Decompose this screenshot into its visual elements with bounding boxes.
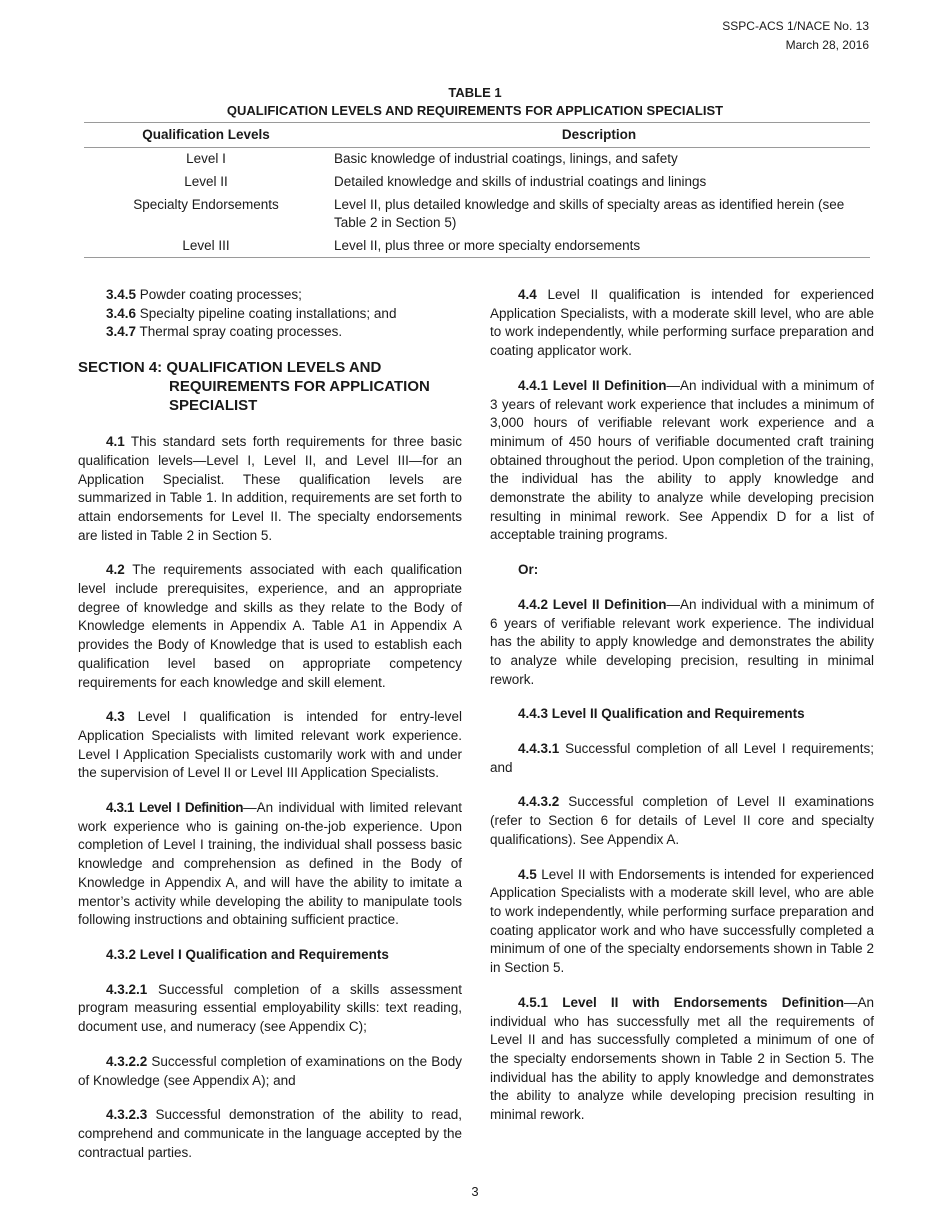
running-header	[722, 17, 869, 55]
qualification-table	[84, 122, 870, 258]
section-heading: SECTION 4: QUALIFICATION LEVELS AND REQUIREMENTS FOR APPLICATION SPECIALIST	[78, 359, 430, 415]
table-title	[0, 84, 950, 120]
list-item: 3.4.6 Specialty pipeline coating installations; and	[106, 305, 397, 321]
paragraph-4-2: 4.2 The requirements associated with each qualification level include prerequisites, experience, and an appropriate degree of knowledge and skills as they relate to the Body of Knowledge elements in Appendix A. Table A1 in Appendix A provides the Body of Knowledge that is used to establish each qualification level based on appropriate competency requirements for each knowledge and skill element.	[78, 562, 462, 690]
level-cell: Specialty Endorsements	[133, 197, 279, 212]
column-header-levels: Qualification Levels	[84, 123, 328, 148]
subclause-list	[78, 286, 462, 342]
paragraph-4-3-1: 4.3.1 Level I Definition—An individual with limited relevant work experience who is gaining on-the-job experience. Upon completion of Level I training, the individual shall possess basic knowledge and comprehension as defined in the Body of Knowledge in Appendix A, and will have the ability to imitate a mentor’s activity while developing the ability to manipulate tools following instructions and obtaining sufficient practice.	[78, 800, 462, 928]
paragraph-4-4-2: 4.4.2 Level II Definition—An individual with a minimum of 6 years of verifiable relevant work experience. The individual has the ability to apply knowledge and demonstrates the ability to analyze while developing precision, resulting in minimal rework.	[490, 596, 874, 687]
paragraph-4-4: 4.4 Level II qualification is intended for experienced Application Specialists, with a moderate skill level, who are able to work independently, while performing surface preparation and coating applicator work.	[490, 287, 874, 359]
paragraph-4-5-1: 4.5.1 Level II with Endorsements Definition—An individual who has successfully met all the requirements of Level II and has successfully completed a minimum of one of the specialty endorsements shown in Table 2 in Section 5. The individual has the ability to apply knowledge and demonstrates the ability to analyze while developing precision resulting in minimal rework.	[490, 994, 874, 1123]
table-row	[84, 194, 870, 235]
description-cell: Detailed knowledge and skills of industrial coatings and linings	[334, 174, 707, 189]
list-item: 3.4.5 Powder coating processes;	[106, 287, 302, 302]
document-date: March 28, 2016	[785, 38, 869, 52]
list-item: 3.4.7 Thermal spray coating processes.	[106, 324, 343, 340]
level-cell: Level II	[184, 174, 228, 189]
or-label: Or:	[518, 562, 539, 578]
level-cell: Level III	[84, 235, 328, 258]
paragraph-4-4-1: 4.4.1 Level II Definition—An individual with a minimum of 3 years of relevant work experience that includes a minimum of 3,000 hours of verifiable relevant work experience and a minimum of 450 hours of verifiable documented craft training obtained throughout the period. Upon completion of the training, the individual has the ability to apply knowledge and demonstrate the ability to analyze while developing precision resulting in minimal rework. See Appendix D for a list of acceptable training programs.	[490, 377, 874, 543]
heading-4-4-3: 4.4.3 Level II Qualification and Requirements	[518, 706, 805, 722]
paragraph-4-4-3-2: 4.4.3.2 Successful completion of Level II examinations (refer to Section 6 for details of Level II core and specialty qualifications). See Appendix A.	[490, 794, 874, 847]
paragraph-4-1: 4.1 This standard sets forth requirements for three basic qualification levels—Level I, Level II, and Level III—for an Application Specialist. These qualification levels are summarized in Table 1. In addition, requirements are set forth to attain endorsements for Level II. The specialty endorsements are listed in Table 2 in Section 5.	[78, 434, 462, 543]
description-cell: Level II, plus detailed knowledge and skills of specialty areas as identified herein (see Table 2 in Section 5)	[334, 197, 845, 230]
table-header-row	[84, 123, 870, 148]
paragraph-4-3-2-1: 4.3.2.1 Successful completion of a skills assessment program measuring essential employability skills: text reading, document use, and numeracy (see Appendix C);	[78, 981, 462, 1035]
table-caption: QUALIFICATION LEVELS AND REQUIREMENTS FOR APPLICATION SPECIALIST	[226, 103, 724, 118]
page-number: 3	[471, 1184, 479, 1199]
paragraph-4-3: 4.3 Level I qualification is intended for entry-level Application Specialists with limited relevant work experience. Level I Application Specialists customarily work with and under the supervision of Level II or Level III Application Specialists.	[78, 709, 462, 781]
left-column	[78, 286, 462, 1162]
heading-4-3-2: 4.3.2 Level I Qualification and Requirements	[106, 946, 389, 962]
paragraph-4-4-3-1: 4.4.3.1 Successful completion of all Level I requirements; and	[490, 741, 874, 775]
table-label: TABLE 1	[448, 85, 502, 100]
column-header-description: Description	[328, 123, 870, 148]
paragraph-4-3-2-3: 4.3.2.3 Successful demonstration of the ability to read, comprehend and communicate in the language accepted by the contractual parties.	[78, 1107, 462, 1160]
right-column	[490, 286, 874, 1125]
document-id: SSPC-ACS 1/NACE No. 13	[722, 19, 869, 33]
level-cell: Level I	[186, 151, 226, 166]
description-cell: Basic knowledge of industrial coatings, linings, and safety	[334, 151, 678, 166]
table-row	[84, 235, 870, 258]
paragraph-4-5: 4.5 Level II with Endorsements is intended for experienced Application Specialists with a moderate skill level, who are able to work independently, while performing surface preparation and coating applicator work and who have successfully completed a minimum of one of the specialty endorsements shown in Table 2 in Section 5.	[490, 866, 874, 976]
table-row	[84, 171, 870, 194]
description-cell: Level II, plus three or more specialty endorsements	[328, 235, 870, 258]
table-row	[84, 148, 870, 172]
paragraph-4-3-2-2: 4.3.2.2 Successful completion of examinations on the Body of Knowledge (see Appendix A); and	[78, 1053, 462, 1088]
